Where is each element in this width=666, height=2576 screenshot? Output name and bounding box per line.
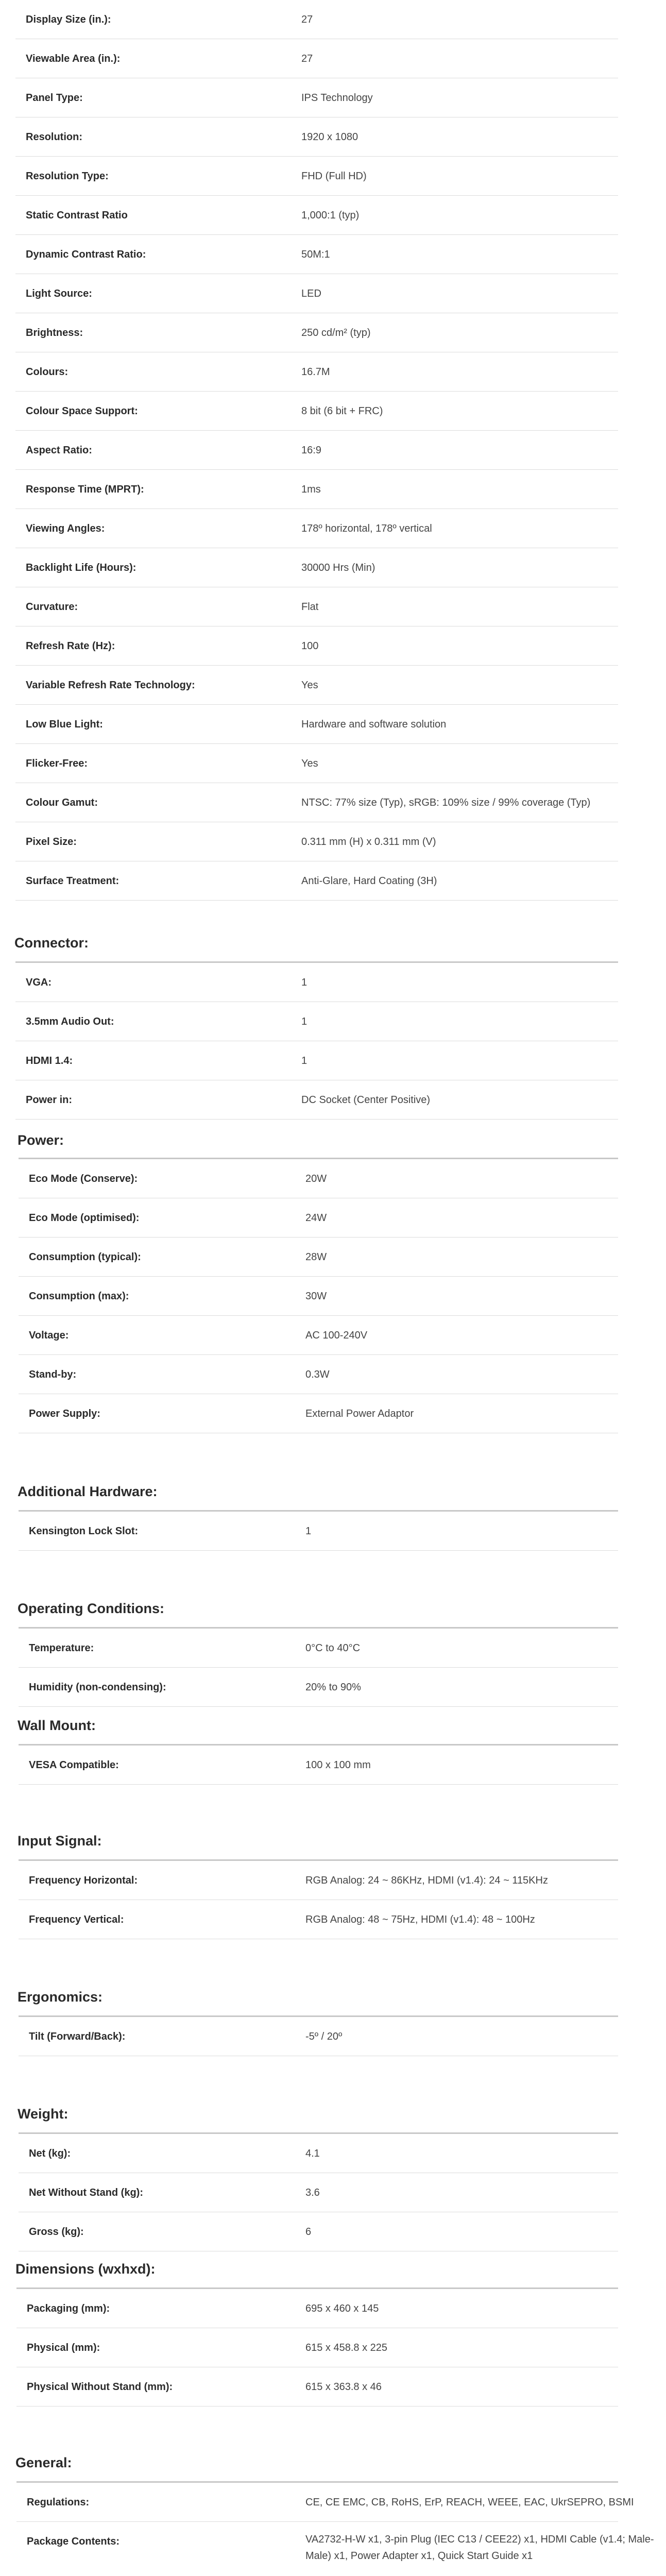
spec-value: Yes [301,758,318,769]
spec-value: External Power Adaptor [305,1408,414,1419]
spec-label: Flicker-Free: [26,758,88,769]
spec-label: Static Contrast Ratio [26,210,128,221]
wall-mount-table [19,1744,618,1785]
spec-value: DC Socket (Center Positive) [301,1094,431,1106]
input-signal-title: Input Signal: [18,1833,102,1849]
spec-value: 1 [301,1055,308,1066]
spec-row [19,2134,618,2173]
spec-label: Power in: [26,1094,73,1106]
spec-row [15,822,618,861]
spec-value: 27 [301,14,313,25]
spec-row [15,431,618,470]
spec-row [19,1861,618,1900]
spec-label: Pixel Size: [26,836,77,848]
spec-label: Panel Type: [26,92,83,104]
spec-value: 0.311 mm (H) x 0.311 mm (V) [301,836,436,848]
spec-label: Response Time (MPRT): [26,484,144,495]
spec-value: 0°C to 40°C [305,1642,361,1654]
spec-label: Viewable Area (in.): [26,53,121,64]
spec-row [15,548,618,587]
spec-label: Tilt (Forward/Back): [29,2031,126,2042]
spec-label: Gross (kg): [29,2226,84,2238]
spec-label: Packaging (mm): [27,2303,110,2314]
spec-row [15,744,618,783]
spec-value: 100 [301,640,319,652]
spec-row [15,509,618,548]
spec-row [15,235,618,274]
spec-value: 6 [305,2226,312,2238]
spec-row [15,470,618,509]
spec-label: Stand-by: [29,1369,77,1380]
spec-value: RGB Analog: 24 ~ 86KHz, HDMI (v1.4): 24 ~ 115KHz [305,1875,548,1886]
spec-value: 20% to 90% [305,1682,361,1693]
spec-row [19,1668,618,1707]
spec-value: CE, CE EMC, CB, RoHS, ErP, REACH, WEEE, EAC, UkrSEPRO, BSMI [305,2497,634,2508]
spec-label: Viewing Angles: [26,523,105,534]
spec-value: 0.3W [305,1369,330,1380]
spec-label: Voltage: [29,1330,69,1341]
spec-row [15,117,618,157]
spec-value: Flat [301,601,319,613]
spec-value: Yes [301,680,318,691]
spec-row [15,274,618,313]
spec-label: Net Without Stand (kg): [29,2187,144,2198]
spec-label: Colour Gamut: [26,797,98,808]
spec-value: 20W [305,1173,327,1184]
spec-value: 16.7M [301,366,330,378]
spec-label: Eco Mode (optimised): [29,1212,140,1224]
spec-row [19,1355,618,1394]
spec-row [19,2173,618,2212]
weight-table [19,2132,618,2251]
spec-value: Anti-Glare, Hard Coating (3H) [301,875,437,887]
spec-row [15,1041,618,1080]
spec-label: Variable Refresh Rate Technology: [26,680,195,691]
general-title: General: [15,2455,72,2470]
spec-value: 1ms [301,484,321,495]
spec-label: Colour Space Support: [26,405,138,417]
spec-label: Package Contents: [27,2536,120,2547]
spec-row [16,2328,618,2367]
spec-label: Display Size (in.): [26,14,111,25]
spec-row [15,1002,618,1041]
connector-title: Connector: [14,935,89,951]
spec-value: 615 x 458.8 x 225 [305,2342,388,2353]
spec-row [16,2483,634,2522]
spec-label: VESA Compatible: [29,1759,119,1771]
spec-value: 1 [305,1526,312,1537]
additional-hardware-title: Additional Hardware: [18,1484,158,1499]
spec-row [15,705,618,744]
spec-row [15,157,618,196]
spec-row [19,1900,618,1939]
spec-value: IPS Technology [301,92,373,104]
spec-label: Net (kg): [29,2148,71,2159]
dimensions-title: Dimensions (wxhxd): [15,2261,156,2277]
spec-label: Backlight Life (Hours): [26,562,136,573]
operating-conditions-title: Operating Conditions: [18,1601,164,1616]
spec-value: 1 [301,977,308,988]
spec-row [15,39,618,78]
spec-value: 8 bit (6 bit + FRC) [301,405,383,417]
spec-value: 27 [301,53,313,64]
spec-row [15,666,618,705]
spec-value: VA2732-H-W x1, 3-pin Plug (IEC C13 / CEE22) x1, HDMI Cable (v1.4; Male-Male) x1, Power Adapter x1, Quick Start Guide x1 [305,2534,654,2562]
input-signal-table [19,1859,618,1939]
spec-value: RGB Analog: 48 ~ 75Hz, HDMI (v1.4): 48 ~ 100Hz [305,1914,535,1925]
spec-label: Physical (mm): [27,2342,100,2353]
spec-row [19,2212,618,2251]
spec-label: Curvature: [26,601,78,613]
spec-label: Aspect Ratio: [26,445,92,456]
spec-row [15,313,618,352]
spec-row [19,1316,618,1355]
spec-value: 16:9 [301,445,321,456]
spec-value: 50M:1 [301,249,330,260]
spec-value: 1,000:1 (typ) [301,210,360,221]
spec-row [19,1277,618,1316]
spec-label: Resolution: [26,131,82,143]
spec-row [16,2289,618,2328]
spec-row [19,1394,618,1433]
spec-label: Humidity (non-condensing): [29,1682,166,1693]
connector-table [15,961,618,1120]
spec-row [19,1745,618,1785]
spec-label: Low Blue Light: [26,719,103,730]
spec-row [19,1159,618,1198]
spec-label: Surface Treatment: [26,875,119,887]
spec-row [16,2367,618,2406]
spec-label: HDMI 1.4: [26,1055,73,1066]
spec-row [15,587,618,626]
spec-value: 250 cd/m² (typ) [301,327,371,338]
spec-value: 3.6 [305,2187,320,2198]
spec-row [19,1512,618,1551]
spec-value: 28W [305,1251,327,1263]
spec-row [19,1238,618,1277]
spec-row [15,0,618,39]
spec-label: Power Supply: [29,1408,100,1419]
spec-value: 1 [301,1016,308,1027]
additional-hardware-table [19,1510,618,1551]
general-table [16,2481,654,2576]
spec-label: Kensington Lock Slot: [29,1526,139,1537]
spec-row [15,783,618,822]
spec-label: 3.5mm Audio Out: [26,1016,114,1027]
power-table [19,1158,618,1433]
spec-value: 24W [305,1212,327,1224]
spec-label: Resolution Type: [26,171,109,182]
spec-row [15,861,618,901]
spec-row [15,1080,618,1120]
spec-value: 178º horizontal, 178º vertical [301,523,432,534]
spec-row [15,78,618,117]
spec-row [16,2522,654,2576]
spec-value: 1920 x 1080 [301,131,358,143]
spec-row [15,352,618,392]
spec-row [15,196,618,235]
dimensions-table [16,2287,618,2406]
spec-value: -5º / 20º [305,2031,343,2042]
spec-row [15,963,618,1002]
spec-value: 100 x 100 mm [305,1759,371,1771]
spec-label: Light Source: [26,288,92,299]
spec-row [19,1198,618,1238]
spec-label: Refresh Rate (Hz): [26,640,115,652]
spec-label: Physical Without Stand (mm): [27,2381,173,2393]
spec-label: Colours: [26,366,69,378]
spec-row [19,2017,618,2056]
spec-value: 615 x 363.8 x 46 [305,2381,382,2393]
spec-label: Eco Mode (Conserve): [29,1173,138,1184]
spec-label: Regulations: [27,2497,90,2508]
spec-label: VGA: [26,977,52,988]
spec-label: Dynamic Contrast Ratio: [26,249,146,260]
wall-mount-title: Wall Mount: [18,1718,96,1733]
spec-row [15,626,618,666]
weight-title: Weight: [18,2106,69,2122]
spec-label: Brightness: [26,327,83,338]
spec-label: Temperature: [29,1642,94,1654]
spec-value: 695 x 460 x 145 [305,2303,379,2314]
spec-row [15,392,618,431]
spec-label: Frequency Vertical: [29,1914,124,1925]
spec-value: AC 100-240V [305,1330,368,1341]
spec-value: 30W [305,1291,327,1302]
spec-value: 4.1 [305,2148,320,2159]
spec-label: Frequency Horizontal: [29,1875,138,1886]
spec-label: Consumption (typical): [29,1251,141,1263]
spec-value: Hardware and software solution [301,719,447,730]
spec-value: LED [301,288,321,299]
spec-row [19,1629,618,1668]
spec-value: NTSC: 77% size (Typ), sRGB: 109% size / 99% coverage (Typ) [301,797,591,808]
spec-value: 30000 Hrs (Min) [301,562,375,573]
operating-conditions-table [19,1627,618,1707]
ergonomics-title: Ergonomics: [18,1989,103,2005]
ergonomics-table [19,2015,618,2056]
display-specs-table [15,0,618,901]
spec-label: Consumption (max): [29,1291,129,1302]
spec-value: FHD (Full HD) [301,171,367,182]
power-title: Power: [18,1132,64,1148]
